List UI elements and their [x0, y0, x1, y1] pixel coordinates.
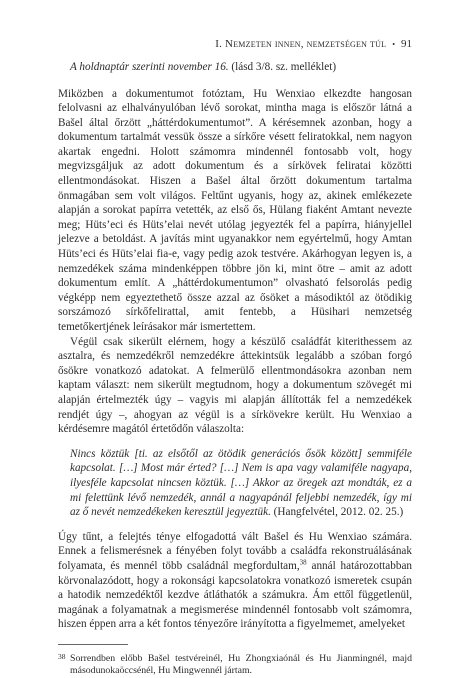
- body-paragraph-1: Miközben a dokumentumot fotóztam, Hu Wenxiao elkezdte hangosan felolvasni az elhalványulóban lévő sorokat, mintha maga is először látná a Bašel által őrzött „háttérdokumentumot”. A kérésemnek azonban, hogy a dokumentum tartalmát vessük össze a sírkőre vésett feliratokkal, nem nagyon akartak engedni. Holott számomra mindennél fontosabb volt, hogy megvizsgáljuk az adott dokumentum és a sírkövek feliratai közötti ellentmondásokat. Hiszen a Bašel által őrzött dokumentum tartalma önmagában sem volt világos. Feltűnt ugyanis, hogy az, akinek emlékezete alapján a sorokat papírra vetették, az első ős, Hülang fiaként Amtant nevezte meg; Hüts’eci és Hüts’elai nevét utólag jegyezték fel a papírra, hiányjellel jelezve a betoldást. A javítás mint ugyanakkor nem egyértelmű, hogy Amtan Hüts’eci és Hüts’elai fia-e, vagy pedig azok testvére. Akárhogyan legyen is, a nemzedékek száma mindenképpen többre jön ki, mint ötre – amit az adott dokumentum említ. A „háttérdokumentumon” olvasható felsorolás pedig végképp nem egyeztethető össze azzal az ősöket a másodiktól az ötödikig sorszámozó sírkőfelirattal, amit fentebb, a Hüsihari nemzetség temetőkertjének leírásakor már ismertettem.: [58, 87, 412, 333]
- footnote-number: 38: [58, 651, 66, 661]
- date-caption-italic: A holdnaptár szerinti november 16.: [70, 61, 229, 73]
- block-quote: [70, 447, 412, 520]
- running-head-separator: •: [392, 40, 395, 49]
- footnote-reference[interactable]: 38: [299, 558, 307, 567]
- body-paragraph-3-start: Úgy tűnt, a felejtés ténye elfogadottá vált Bašel és Hu Wenxiao számára. Ennek a felismerésnek a fényében folyt tovább a családfa rekonstruálásának folyamata, és mennél több családnál megfordultam,: [58, 530, 412, 572]
- footnote: [58, 651, 412, 678]
- running-head-title: I. Nemzeten innen, nemzetségen túl: [215, 38, 387, 50]
- running-head: [58, 38, 412, 50]
- block-quote-text: Nincs köztük [ti. az elsőtől az ötödik generációs ősök között] semmiféle kapcsolat. […] Most már érted? […] Nem is apa vagy valamiféle nagyapa, ilyesféle kapcsolat nincsen köztük. […] Akkor az öregek azt mondták, ez a mi felettünk lévő nemzedék, annál a nagyapánál feljebbi nemzedék, így mi az ő nevét nemzedékeken keresztül jegyeztük.: [70, 447, 412, 519]
- date-caption: [70, 60, 412, 75]
- footnote-text: Sorrendben előbb Bašel testvéreinél, Hu Zhongxiaónál és Hu Jianmingnél, majd másodunokaöccsénél, Hu Mingwennél jártam.: [70, 652, 412, 677]
- page-number: 91: [401, 38, 412, 50]
- body-paragraph-2: Végül csak sikerült elérnem, hogy a készülő családfát kiterithessem az asztalra, és nemzedékről nemzedékre áttekintsük legalább a szóban forgó ősökre vonatkozó adatokat. A felmerülő ellentmondásokra azonban nem kaptam választ: nem sikerült megtudnom, hogy a dokumentum szövegét mi alapján értelmezték úgy – vagyis mi alapján állították fel a nemzedékek rendjét úgy –, ahogyan az végül is a sírkövekre került. Hu Wenxiao a kérdésemre magától értetődőn válaszolta:: [58, 335, 412, 436]
- date-caption-rest: (lásd 3/8. sz. melléklet): [228, 61, 337, 73]
- footnote-divider: [58, 644, 128, 645]
- body-paragraph-3: [58, 530, 412, 632]
- block-quote-citation: (Hangfelvétel, 2012. 02. 25.): [270, 506, 404, 519]
- body-paragraph-3-end: annál határozottabban körvonalazódott, hogy a rokonsági kapcsolatokra vonatkozó ismeretek csupán a hatodik nemzedéktől kezdve átláthatók a számukra. Ám ettől függetlenül, magának a folyamatnak a megismerése mindennél fontosabb volt számomra, hiszen éppen arra a két fontos tényezőre irányította a figyelmemet, amelyeket: [58, 559, 412, 631]
